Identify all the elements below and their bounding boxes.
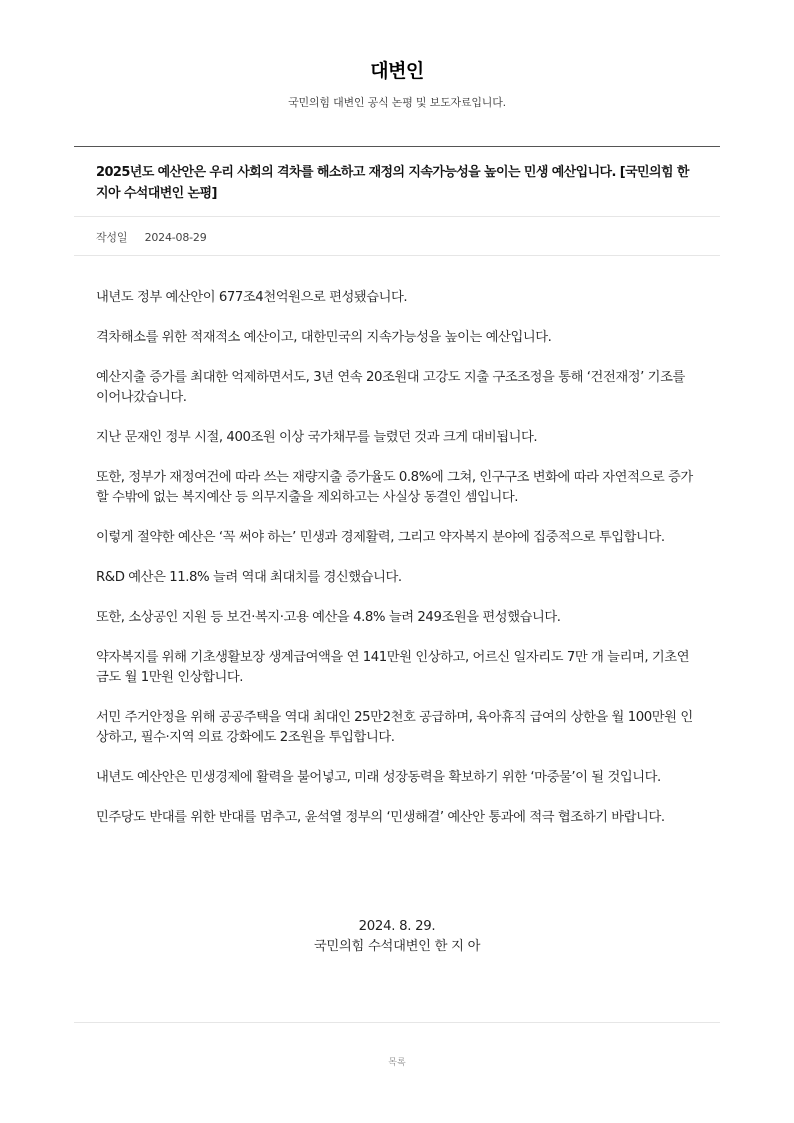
post-date: 2024-08-29 <box>144 231 207 244</box>
site-description: 국민의힘 대변인 공식 논평 및 보도자료입니다. <box>288 96 506 109</box>
divider <box>74 216 720 217</box>
signature-date: 2024. 8. 29. <box>358 919 436 934</box>
paragraph: 약자복지를 위해 기초생활보장 생계급여액을 연 141만원 인상하고, 어르신 일자리도 7만 개 늘리며, 기초연금도 월 1만원 인상합니다. <box>96 650 690 685</box>
divider <box>74 255 720 256</box>
paragraph: 지난 문재인 정부 시절, 400조원 이상 국가채무를 늘렸던 것과 크게 대비됩니다. <box>96 430 538 445</box>
bottom-divider <box>74 1022 720 1023</box>
paragraph: 내년도 정부 예산안이 677조4천억원으로 편성됐습니다. <box>96 290 408 305</box>
paragraph: 격차해소를 위한 적재적소 예산이고, 대한민국의 지속가능성을 높이는 예산입니다. <box>96 330 552 345</box>
signature-name: 국민의힘 수석대변인 한 지 아 <box>313 939 481 954</box>
list-button[interactable]: 목록 <box>388 1058 406 1068</box>
paragraph: 내년도 예산안은 민생경제에 활력을 불어넣고, 미래 성장동력을 확보하기 위한 ‘마중물’이 될 것입니다. <box>96 770 661 785</box>
paragraph: 또한, 소상공인 지원 등 보건·복지·고용 예산을 4.8% 늘려 249조원을 편성했습니다. <box>96 610 561 625</box>
post-title: 2025년도 예산안은 우리 사회의 격차를 해소하고 재정의 지속가능성을 높이는 민생 예산입니다. [국민의힘 한지아 수석대변인 논평] <box>96 165 689 201</box>
paragraph: 또한, 정부가 재정여건에 따라 쓰는 재량지출 증가율도 0.8%에 그쳐, 인구구조 변화에 따라 자연적으로 증가할 수밖에 없는 복지예산 등 의무지출을 제외하고는 사실상 동결인 셈입니다. <box>96 470 693 505</box>
top-divider <box>74 146 720 147</box>
site-title: 대변인 <box>370 60 424 82</box>
signature <box>74 917 720 957</box>
date-label: 작성일 <box>96 231 128 244</box>
paragraph: 민주당도 반대를 위한 반대를 멈추고, 윤석열 정부의 ‘민생해결’ 예산안 통과에 적극 협조하기 바랍니다. <box>96 810 665 825</box>
post-meta <box>96 229 207 245</box>
paragraph: R&D 예산은 11.8% 늘려 역대 최대치를 경신했습니다. <box>96 570 402 585</box>
paragraph: 서민 주거안정을 위해 공공주택을 역대 최대인 25만2천호 공급하며, 육아휴직 급여의 상한을 월 100만원 인상하고, 필수·지역 의료 강화에도 2조원을 투입합니다. <box>96 710 693 745</box>
post-body <box>96 288 701 848</box>
paragraph: 이렇게 절약한 예산은 ‘꼭 써야 하는’ 민생과 경제활력, 그리고 약자복지 분야에 집중적으로 투입합니다. <box>96 530 665 545</box>
paragraph: 예산지출 증가를 최대한 억제하면서도, 3년 연속 20조원대 고강도 지출 구조조정을 통해 ‘건전재정’ 기조를 이어나갔습니다. <box>96 370 685 405</box>
